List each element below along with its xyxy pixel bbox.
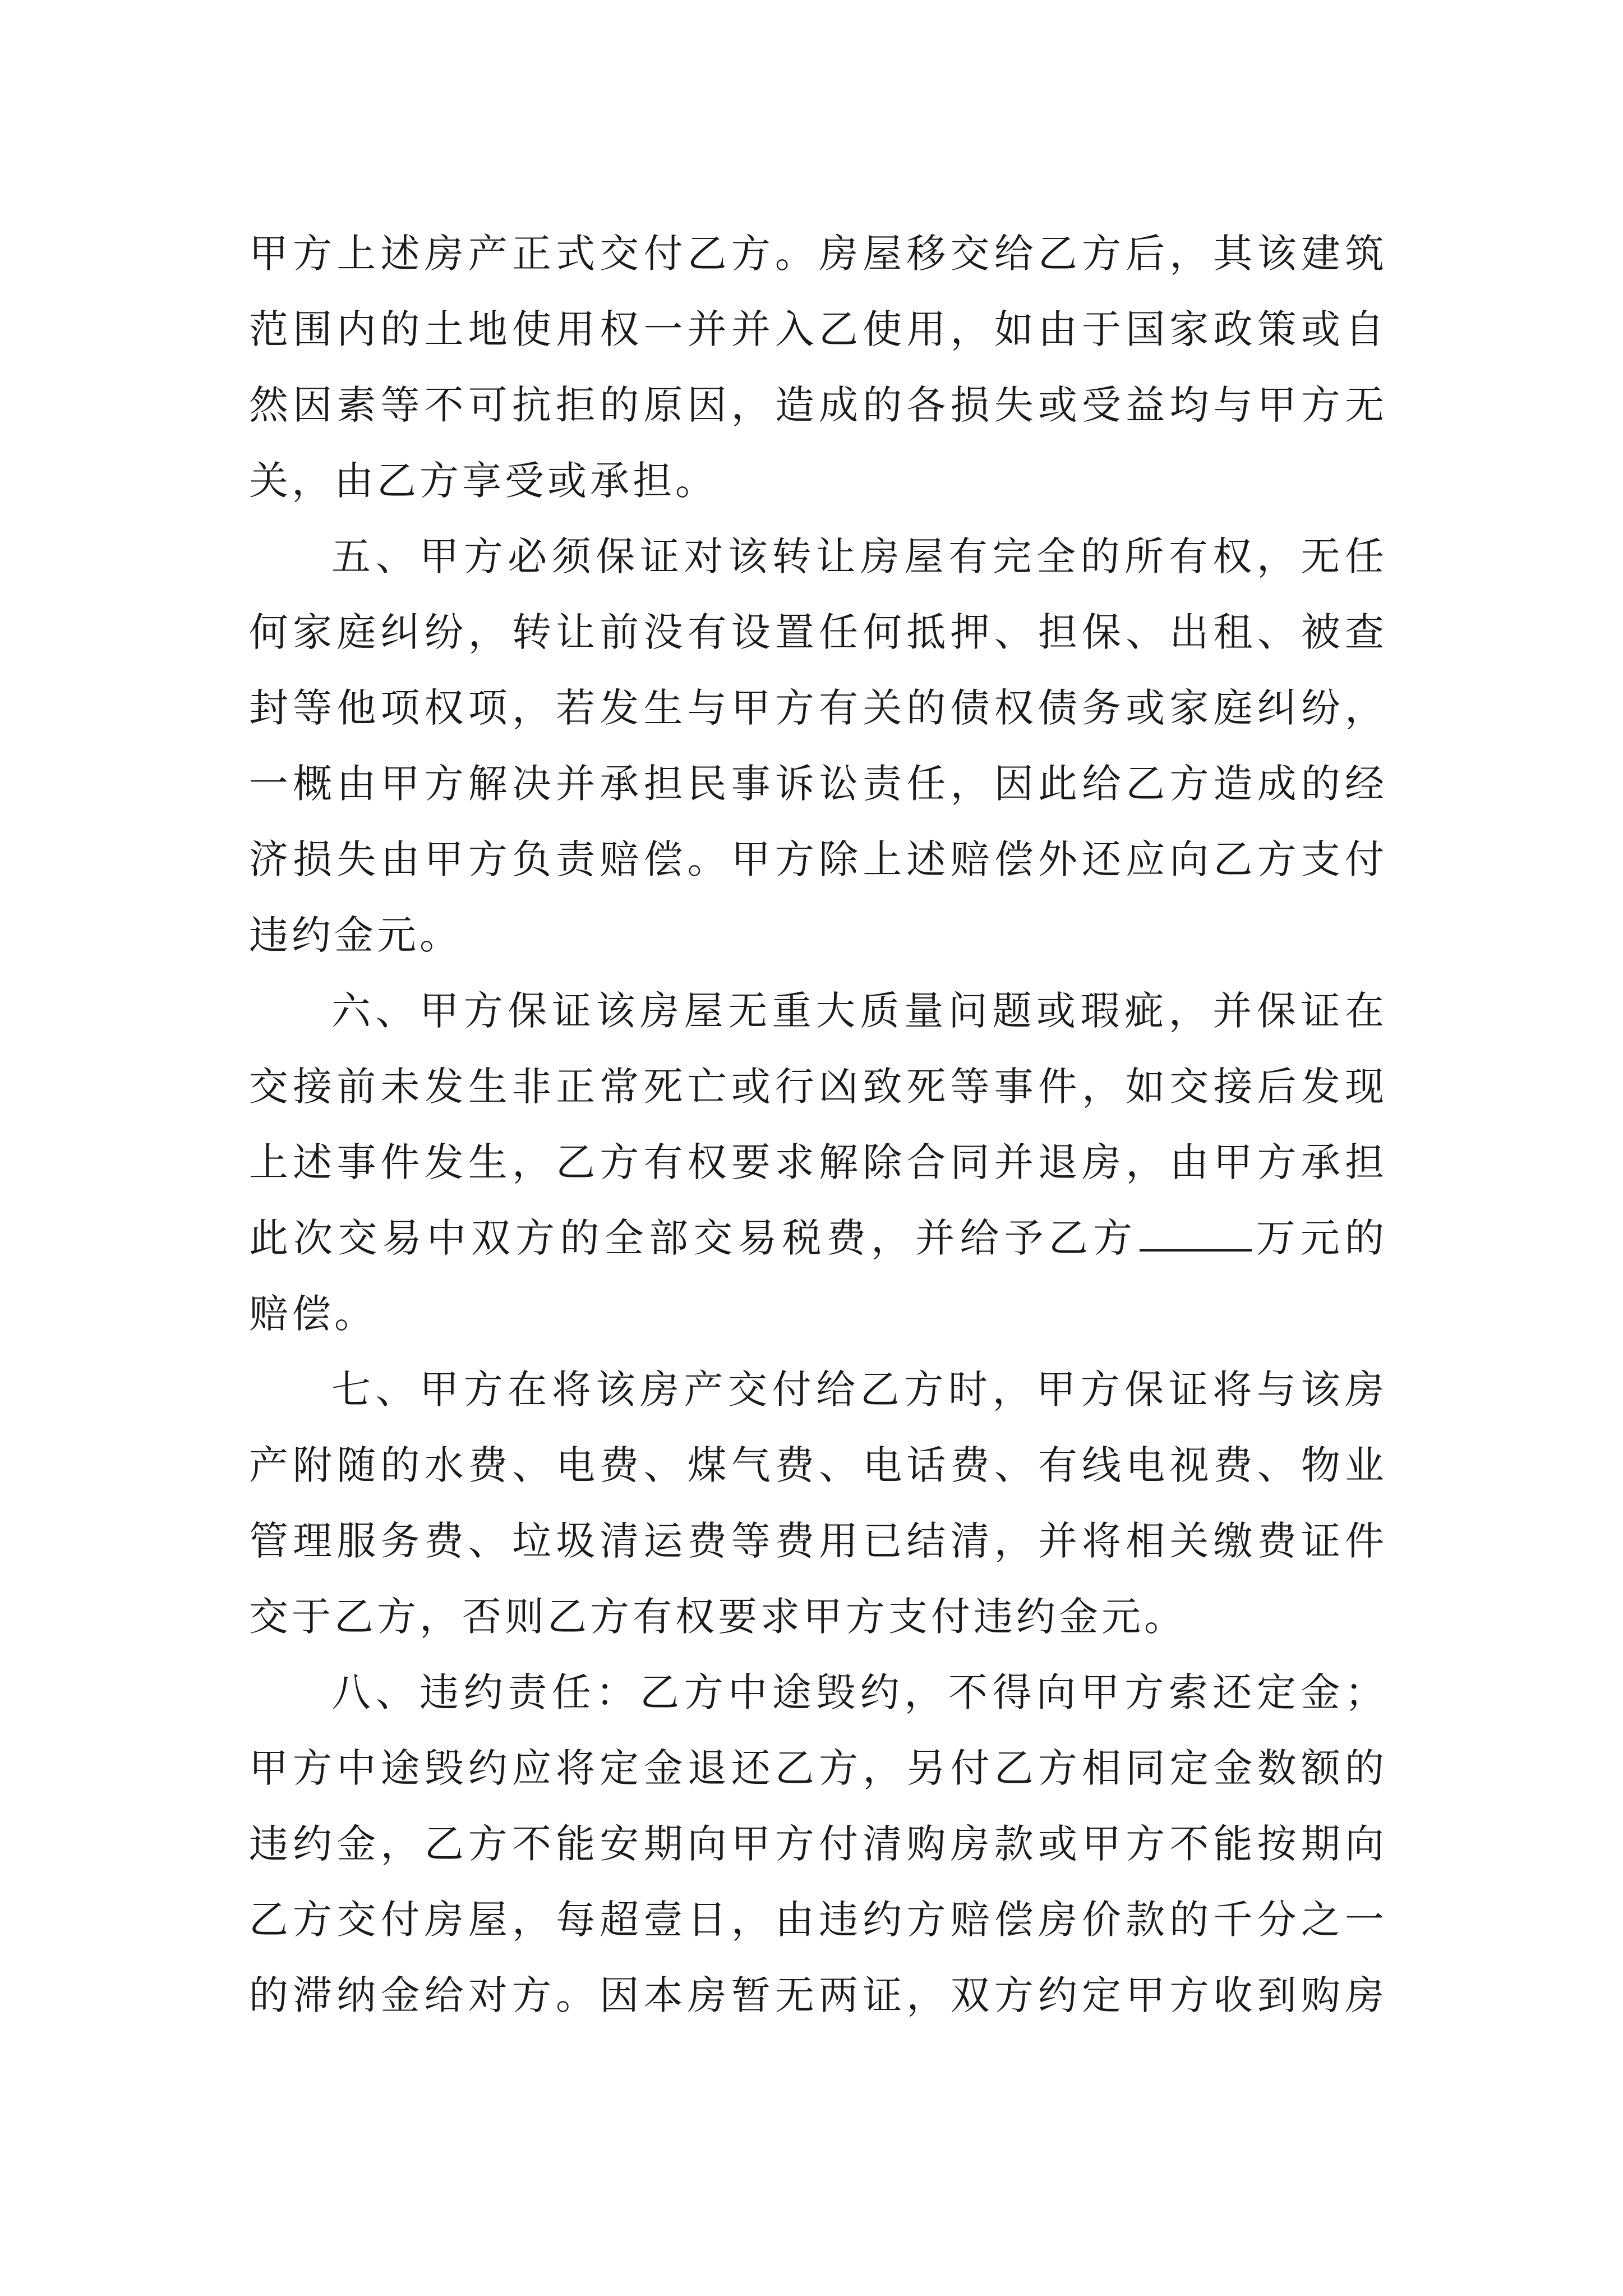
paragraph-line: 上述事件发生，乙方有权要求解除合同并退房，由甲方承担 — [249, 1139, 1387, 1185]
line-text-after-blank: 万元的 — [1254, 1215, 1388, 1261]
fill-in-blank — [1140, 1218, 1252, 1251]
paragraph-line: 封等他项权项，若发生与甲方有关的债权债务或家庭纠纷， — [249, 685, 1387, 731]
paragraph-line: 乙方交付房屋，每超壹日，由违约方赔偿房价款的千分之一 — [249, 1897, 1387, 1943]
paragraph-line: 产附随的水费、电费、煤气费、电话费、有线电视费、物业 — [249, 1442, 1387, 1488]
paragraph-line: 交接前未发生非正常死亡或行凶致死等事件，如交接后发现 — [249, 1064, 1387, 1110]
paragraph-line: 甲方上述房产正式交付乙方。房屋移交给乙方后，其该建筑 — [249, 231, 1387, 277]
paragraph-line: 管理服务费、垃圾清运费等费用已结清，并将相关缴费证件 — [249, 1518, 1387, 1564]
paragraph-line: 一概由甲方解决并承担民事诉讼责任，因此给乙方造成的经 — [249, 761, 1387, 807]
paragraph-line: 关，由乙方享受或承担。 — [249, 458, 718, 504]
paragraph-line: 的滞纳金给对方。因本房暂无两证，双方约定甲方收到购房 — [249, 1972, 1387, 2018]
clause-6-heading-line: 六、甲方保证该房屋无重大质量问题或瑕疵，并保证在 — [331, 988, 1387, 1034]
line-text-before-blank: 此次交易中双方的全部交易税费，并给予乙方 — [249, 1215, 1138, 1261]
paragraph-line: 何家庭纠纷，转让前没有设置任何抵押、担保、出租、被查 — [249, 609, 1387, 655]
paragraph-line: 违约金元。 — [249, 912, 462, 958]
clause-5-heading-line: 五、甲方必须保证对该转让房屋有完全的所有权，无任 — [331, 533, 1387, 579]
clause-7-heading-line: 七、甲方在将该房产交付给乙方时，甲方保证将与该房 — [331, 1366, 1387, 1412]
paragraph-line: 然因素等不可抗拒的原因，造成的各损失或受益均与甲方无 — [249, 382, 1387, 428]
paragraph-line: 交于乙方，否则乙方有权要求甲方支付违约金元。 — [249, 1594, 1187, 1640]
paragraph-line: 违约金，乙方不能安期向甲方付清购房款或甲方不能按期向 — [249, 1821, 1387, 1867]
paragraph-line: 济损失由甲方负责赔偿。甲方除上述赔偿外还应向乙方支付 — [249, 836, 1387, 882]
paragraph-line: 范围内的土地使用权一并并入乙使用，如由于国家政策或自 — [249, 306, 1387, 352]
paragraph-line-with-blank — [249, 1200, 1387, 1276]
document-body — [249, 216, 1387, 2033]
paragraph-line: 甲方中途毁约应将定金退还乙方，另付乙方相同定金数额的 — [249, 1745, 1387, 1791]
clause-8-heading-line: 八、违约责任：乙方中途毁约，不得向甲方索还定金； — [331, 1669, 1387, 1715]
paragraph-line: 赔偿。 — [249, 1291, 377, 1337]
